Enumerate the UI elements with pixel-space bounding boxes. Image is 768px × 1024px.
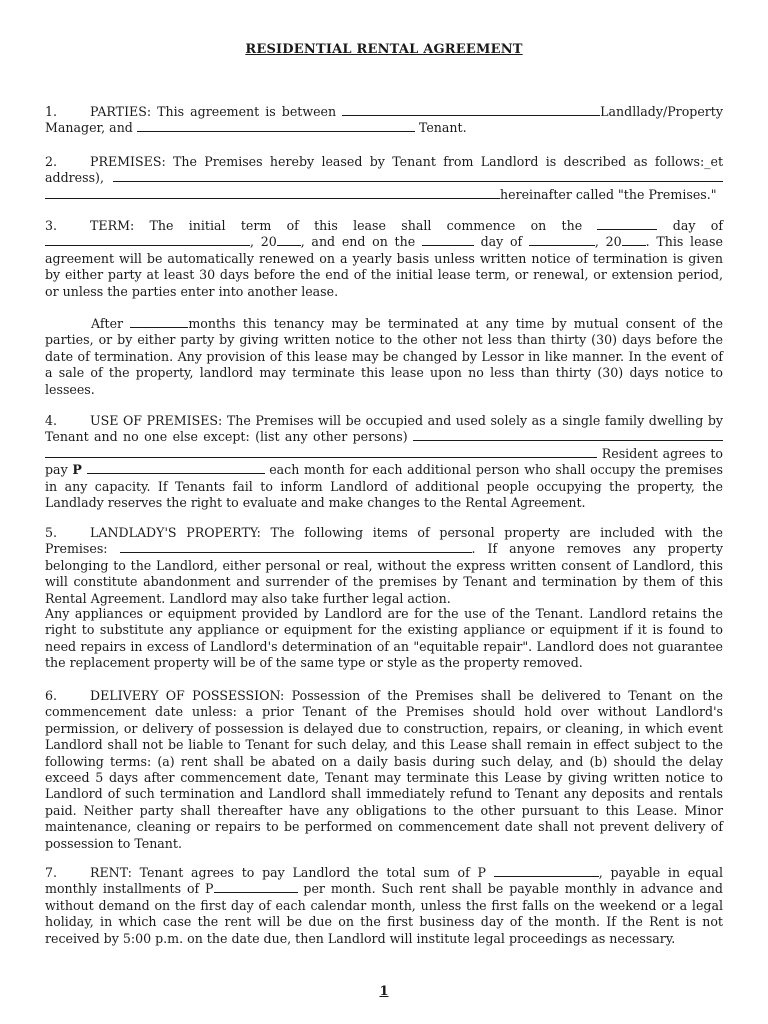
use-text-a: USE OF PREMISES: The Premises will be occupied and used solely as a single family dwelling by Tenant and no one else except: (list any other persons)	[45, 413, 723, 445]
start-month-blank[interactable]	[45, 234, 250, 246]
section-use-of-premises	[45, 413, 723, 511]
section-premises	[45, 154, 723, 203]
page-number: 1	[379, 984, 389, 999]
term-p2-text-b: months this tenancy may be terminated at any time by mutual consent of the parties, or by either party by giving written notice to the other not less than thirty (30) days before the date of termination. Any provision of this lease may be changed by Lessor in like manner. In the event of a sale of the property, landlord may terminate this lease upon no less than thirty (30) days notice to lessees.	[45, 316, 723, 397]
section-number: 6.	[45, 688, 58, 703]
section-number: 4.	[45, 413, 58, 428]
start-day-blank[interactable]	[597, 218, 657, 230]
months-blank[interactable]	[130, 316, 188, 328]
term-text-g: . This lease agreement will be automatically renewed on a yearly basis unless written notice of termination is given by either party at least 30 days before the end of the initial lease term, or renewal, or extension period, or unless the parties enter into another lease.	[45, 234, 723, 299]
monthly-rent-blank[interactable]	[214, 881, 298, 893]
premises-text-b: hereinafter called "the Premises."	[500, 186, 717, 202]
section-parties	[45, 104, 723, 137]
section-term	[45, 218, 723, 300]
delivery-text: DELIVERY OF POSSESSION: Possession of the Premises shall be delivered to Tenant on the commencement date unless: a prior Tenant of the Premises should hold over without Landlord's permission, or delivery of possession is delayed due to construction, repairs, or cleaning, in which event Landlord shall not be liable to Tenant for such delay, and this Lease shall remain in effect subject to the following terms: (a) rent shall be abated on a daily basis during such delay, and (b) should the delay exceed 5 days after commencement date, Tenant may terminate this Lease by giving written notice to Landlord of such termination and Landlord shall immediately refund to Tenant any deposits and rentals paid. Neither party shall thereafter have any obligations to the other pursuant to this Lease. Minor maintenance, cleaning or repairs to be performed on commencement date shall not prevent delivery of possession to Tenant.	[45, 688, 723, 851]
property-text-a: LANDLADY'S PROPERTY: The following items of personal property are included with the Premises:	[45, 525, 723, 557]
section-rent	[45, 865, 723, 947]
other-persons-blank[interactable]	[413, 429, 723, 441]
total-rent-blank[interactable]	[494, 865, 599, 877]
rent-text-b: , payable in equal monthly installments of P	[45, 865, 723, 897]
other-persons-blank-2[interactable]	[45, 446, 597, 458]
document-title: RESIDENTIAL RENTAL AGREEMENT	[245, 42, 523, 57]
use-text-b: Resident agrees to pay	[45, 445, 723, 478]
rent-text-a: RENT: Tenant agrees to pay Landlord the total sum of P	[90, 865, 486, 880]
section-number: 2.	[45, 154, 58, 169]
property-text-c: Any appliances or equipment provided by Landlord are for the use of the Tenant. Landlord retains the right to substitute any appliance or equipment for the existing appliance or equipment if it is found to need repairs in excess of Landlord's determination of an "equitable repair". Landlord does not guarantee the replacement property will be of the same type or style as the property removed.	[45, 606, 723, 671]
use-text-c: each month for each additional person who shall occupy the premises in any capacity. If Tenants fail to inform Landlord of additional people occupying the property, the Landlady reserves the right to evaluate and make changes to the Rental Agreement.	[45, 462, 723, 511]
end-month-blank[interactable]	[529, 234, 595, 246]
parties-text-b: Landllady/Property Manager, and	[45, 104, 723, 136]
parties-text-a: PARTIES: This agreement is between	[90, 104, 337, 119]
currency-p: P	[72, 462, 82, 478]
term-text-d: , and end on the	[300, 234, 416, 250]
premises-text-a: PREMISES: The Premises hereby leased by Tenant from Landlord is described as follows:_et address),	[45, 154, 723, 186]
end-year-blank[interactable]	[622, 234, 646, 246]
section-number: 7.	[45, 865, 58, 880]
term-text-e: day of	[480, 234, 523, 250]
section-number: 1.	[45, 104, 58, 119]
section-number: 3.	[45, 218, 58, 233]
term-text-c: , 20	[250, 234, 277, 250]
section-term-termination	[45, 316, 723, 398]
tenant-name-blank[interactable]	[137, 120, 415, 132]
personal-property-blank[interactable]	[120, 541, 472, 553]
section-delivery-of-possession	[45, 688, 723, 852]
end-day-blank[interactable]	[422, 234, 474, 246]
property-text-b: . If anyone removes any property belonging to the Landlord, either personal or real, without the express written consent of Landlord, this will constitute abandonment and surrender of the premises by Tenant and termination by them of this Rental Agreement. Landlord may also take further legal action.	[45, 541, 723, 606]
additional-person-fee-blank[interactable]	[87, 462, 265, 474]
term-text-f: , 20	[594, 234, 622, 250]
section-number: 5.	[45, 525, 58, 540]
section-landlady-property-appliances	[45, 606, 723, 672]
start-year-blank[interactable]	[277, 234, 301, 246]
landlord-name-blank[interactable]	[342, 104, 600, 116]
term-text-a: TERM: The initial term of this lease shall commence on the	[90, 218, 583, 233]
term-text-b: day of	[672, 218, 723, 233]
premises-address-blank[interactable]	[113, 170, 723, 182]
term-p2-text-a: After	[91, 316, 124, 331]
section-landlady-property	[45, 525, 723, 607]
premises-address-blank-2[interactable]	[45, 187, 500, 199]
rent-text-c: per month. Such rent shall be payable monthly in advance and without demand on the first day of each calendar month, unless the first falls on the weekend or a legal holiday, in which case the rent will be due on the first business day of the month. If the Rent is not received by 5:00 p.m. on the date due, then Landlord will institute legal proceedings as necessary.	[45, 881, 723, 946]
parties-text-c: Tenant.	[418, 120, 467, 136]
